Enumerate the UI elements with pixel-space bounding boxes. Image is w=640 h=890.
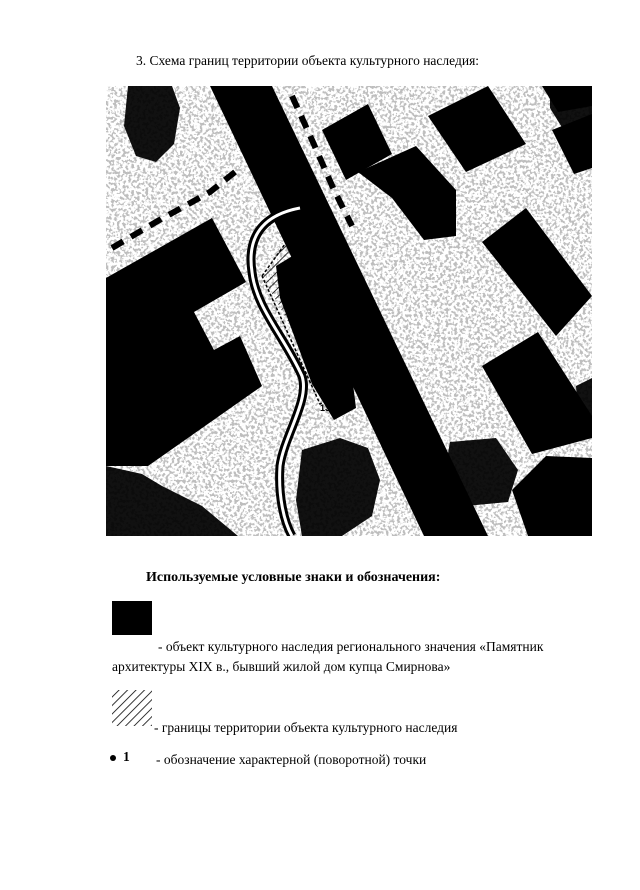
- legend-object-text: - объект культурного наследия регионального значения «Памятник архитектуры XIX в., бывший жилой дом купца Смирнова»: [112, 639, 544, 674]
- point-label-13: 13: [320, 403, 331, 413]
- legend-point-text: - обозначение характерной (поворотной) точки: [156, 752, 427, 767]
- legend-boundary-text: - границы территории объекта культурного наследия: [154, 720, 458, 735]
- legend-point-number: 1: [123, 749, 130, 764]
- legend-title: Используемые условные знаки и обозначения:: [146, 570, 441, 585]
- map-drawing: [106, 86, 592, 536]
- legend-point-dot: [110, 755, 116, 761]
- point-label-5: 5: [382, 374, 388, 384]
- boundary-scheme-map: [106, 86, 592, 536]
- legend-object-swatch: [112, 601, 152, 635]
- point-label-6: 6: [392, 368, 398, 378]
- page-heading: 3. Схема границ территории объекта культурного наследия:: [136, 53, 480, 68]
- legend-boundary-swatch: [111, 689, 153, 727]
- point-label-12: 12: [334, 398, 345, 408]
